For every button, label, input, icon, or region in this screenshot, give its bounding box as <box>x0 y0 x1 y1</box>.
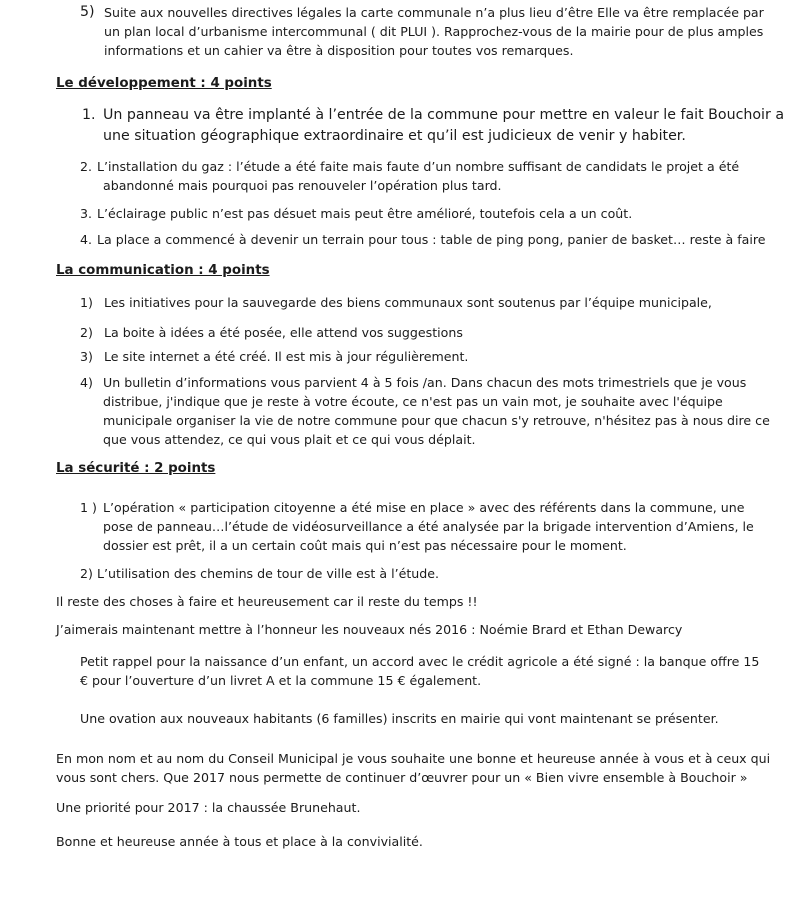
paragraph-birth-reminder: Petit rappel pour la naissance d’un enfant, un accord avec le crédit agricole a été signé : la banque offre 15 <box>80 654 760 669</box>
paragraph-line: Un panneau va être implanté à l’entrée de la commune pour mettre en valeur le fait Bouchoir a <box>103 107 785 123</box>
item-number: 2. <box>80 159 93 174</box>
paragraph-line: dossier est prêt, il a un certain coût mais qui n’est pas nécessaire pour le moment. <box>103 538 627 553</box>
paragraph-remaining: Il reste des choses à faire et heureusement car il reste du temps !! <box>56 594 478 609</box>
paragraph-newborns: J’aimerais maintenant mettre à l’honneur les nouveaux nés 2016 : Noémie Brard et Ethan Dewarcy <box>56 622 683 637</box>
item-number: 1 ) <box>80 500 97 515</box>
item-number: 3. <box>80 206 93 221</box>
paragraph-priority: Une priorité pour 2017 : la chaussée Brunehaut. <box>56 800 361 815</box>
paragraph-line: L’éclairage public n’est pas désuet mais peut être amélioré, toutefois cela a un coût. <box>97 206 633 221</box>
section-heading-securite: La sécurité : 2 points <box>56 461 216 476</box>
paragraph-line: abandonné mais pourquoi pas renouveler l’opération plus tard. <box>103 178 502 193</box>
paragraph-line: Suite aux nouvelles directives légales la carte communale n’a plus lieu d’être Elle va être remplacée par <box>104 5 764 20</box>
paragraph-birth-reminder: € pour l’ouverture d’un livret A et la commune 15 € également. <box>80 673 482 688</box>
item-number: 1) <box>80 295 93 310</box>
item-number: 3) <box>80 349 93 364</box>
item-number: 2) <box>80 325 93 340</box>
paragraph-line: que vous attendez, ce qui vous plait et ce qui vous déplait. <box>103 432 476 447</box>
paragraph-line: une situation géographique extraordinaire et qu’il est judicieux de venir y habiter. <box>103 128 686 144</box>
paragraph-line: L’installation du gaz : l’étude a été faite mais faute d’un nombre suffisant de candidats le projet a été <box>97 159 740 174</box>
paragraph-line: municipale organiser la vie de notre commune pour que chacun s'y retrouve, n'hésitez pas à nous dire ce <box>103 413 770 428</box>
paragraph-line: La boite à idées a été posée, elle attend vos suggestions <box>104 325 463 340</box>
section-heading-communication: La communication : 4 points <box>56 263 270 278</box>
paragraph-line: Le site internet a été créé. Il est mis à jour régulièrement. <box>104 349 469 364</box>
item-number: 1. <box>82 107 96 123</box>
paragraph-line: distribue, j'indique que je reste à votre écoute, ce n'est pas un vain mot, je souhaite avec l'équipe <box>103 394 723 409</box>
paragraph-line: informations et un cahier va être à disposition pour toutes vos remarques. <box>104 43 574 58</box>
paragraph-wishes: vous sont chers. Que 2017 nous permette de continuer d’œuvrer pour un « Bien vivre ensemble à Bouchoir » <box>56 770 748 785</box>
paragraph-line: un plan local d’urbanisme intercommunal ( dit PLUI ). Rapprochez-vous de la mairie pour de plus amples <box>104 24 764 39</box>
paragraph-line: L’utilisation des chemins de tour de ville est à l’étude. <box>97 566 439 581</box>
item-number: 2) <box>80 566 93 581</box>
paragraph-wishes: En mon nom et au nom du Conseil Municipal je vous souhaite une bonne et heureuse année à vous et à ceux qui <box>56 751 771 766</box>
paragraph-line: pose de panneau…l’étude de vidéosurveillance a été analysée par la brigade intervention d’Amiens, le <box>103 519 754 534</box>
paragraph-line: L’opération « participation citoyenne a été mise en place » avec des référents dans la commune, une <box>103 500 745 515</box>
item-number: 4) <box>80 375 93 390</box>
section-heading-developpement: Le développement : 4 points <box>56 76 272 91</box>
paragraph-closing: Bonne et heureuse année à tous et place à la convivialité. <box>56 834 423 849</box>
item-number: 4. <box>80 232 93 247</box>
item-number: 5) <box>80 4 95 20</box>
paragraph-line: Un bulletin d’informations vous parvient 4 à 5 fois /an. Dans chacun des mots trimestriels que je vous <box>103 375 747 390</box>
paragraph-line: Les initiatives pour la sauvegarde des biens communaux sont soutenus par l’équipe municipale, <box>104 295 712 310</box>
paragraph-new-residents: Une ovation aux nouveaux habitants (6 familles) inscrits en mairie qui vont maintenant se présenter. <box>80 711 719 726</box>
paragraph-line: La place a commencé à devenir un terrain pour tous : table de ping pong, panier de basket… reste à faire <box>97 232 766 247</box>
